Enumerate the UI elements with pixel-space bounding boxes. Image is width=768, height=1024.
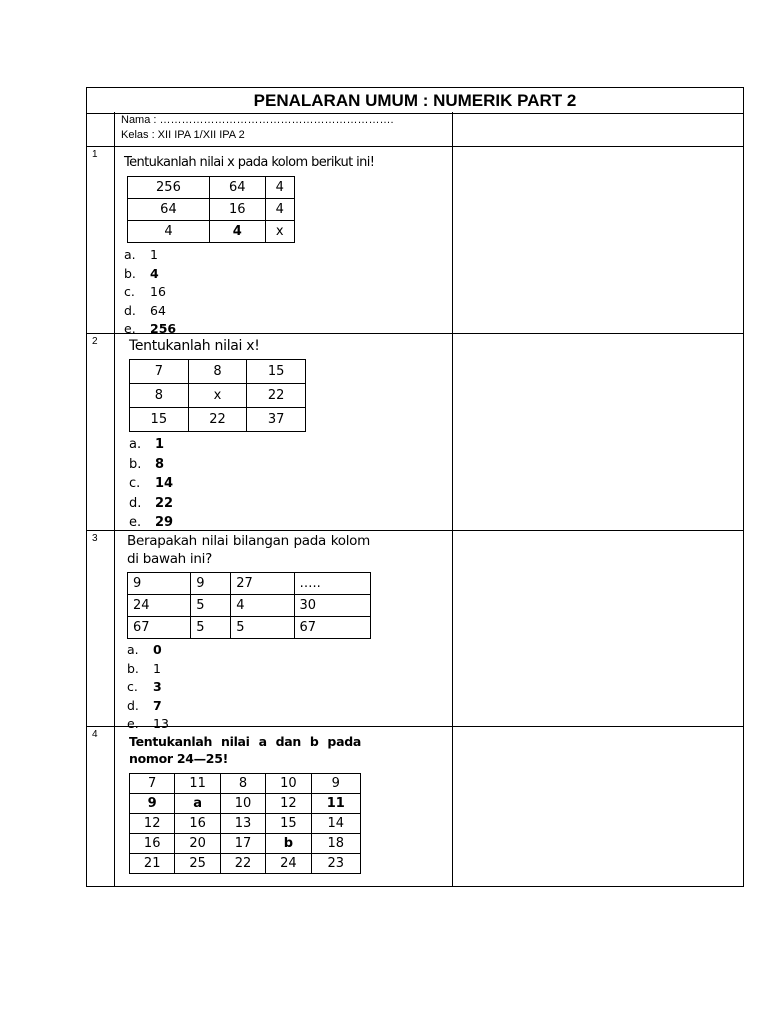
option-value: 3 <box>153 679 162 694</box>
question-2 <box>129 337 306 533</box>
table-cell: 5 <box>191 595 231 617</box>
option-value: 29 <box>155 515 174 530</box>
question-table <box>127 176 295 243</box>
question-prompt: Tentukanlah nilai x pada kolom berikut ini! <box>124 155 375 170</box>
table-cell: 11 <box>175 774 220 794</box>
table-cell: 30 <box>294 595 370 617</box>
table-cell: 24 <box>128 595 191 617</box>
option-label: a. <box>127 642 139 657</box>
option-value: 64 <box>150 302 166 318</box>
table-cell: 10 <box>220 794 265 814</box>
question-3 <box>127 532 371 734</box>
option-label: d. <box>124 302 136 318</box>
table-cell: x <box>188 384 247 408</box>
name-field[interactable]: Nama : ………………………………………………………. <box>121 114 394 126</box>
option-value: 14 <box>155 476 174 491</box>
option-label: e. <box>124 321 136 336</box>
table-border <box>86 112 87 887</box>
option-value: 22 <box>155 495 174 511</box>
table-cell: 5 <box>191 617 231 639</box>
table-cell: 10 <box>266 774 311 794</box>
option-b[interactable] <box>127 660 371 679</box>
table-cell: 8 <box>188 360 247 384</box>
table-cell: 7 <box>130 774 175 794</box>
table-cell: b <box>266 834 311 854</box>
table-cell: x <box>265 221 294 243</box>
table-cell: 15 <box>247 360 306 384</box>
table-cell: 24 <box>266 854 311 874</box>
answer-options <box>124 246 374 339</box>
option-value: 256 <box>150 321 177 336</box>
table-border <box>743 112 744 887</box>
question-prompt: Tentukanlah nilai x! <box>129 338 260 354</box>
option-value: 1 <box>155 437 165 452</box>
option-a[interactable] <box>124 246 374 265</box>
table-border <box>114 112 115 887</box>
table-cell: 5 <box>231 617 294 639</box>
option-d[interactable] <box>127 697 371 716</box>
table-border <box>86 146 744 147</box>
option-label: b. <box>127 660 139 676</box>
table-cell: 4 <box>231 595 294 617</box>
option-label: b. <box>124 265 136 281</box>
table-cell: 16 <box>130 834 175 854</box>
table-cell: 22 <box>188 408 247 432</box>
option-b[interactable] <box>124 265 374 284</box>
option-label: a. <box>124 247 136 262</box>
option-label: c. <box>129 476 141 491</box>
table-cell: 4 <box>128 221 210 243</box>
table-cell: 9 <box>128 573 191 595</box>
option-value: 13 <box>153 716 169 731</box>
table-cell: 21 <box>130 854 175 874</box>
option-label: d. <box>129 495 142 511</box>
option-value: 1 <box>150 247 158 262</box>
table-cell: 15 <box>266 814 311 834</box>
option-a[interactable] <box>129 435 306 455</box>
question-number: 2 <box>92 336 98 347</box>
question-table <box>127 572 371 639</box>
table-cell: 20 <box>175 834 220 854</box>
table-cell: 16 <box>175 814 220 834</box>
table-cell: 4 <box>265 199 294 221</box>
option-label: e. <box>127 716 139 731</box>
table-cell: 15 <box>130 408 189 432</box>
table-cell: 8 <box>130 384 189 408</box>
question-table <box>129 773 361 874</box>
table-cell: ….. <box>294 573 370 595</box>
option-label: c. <box>127 679 138 694</box>
table-cell: 64 <box>128 199 210 221</box>
table-cell: 9 <box>130 794 175 814</box>
option-b[interactable] <box>129 455 306 475</box>
option-e[interactable] <box>127 715 371 734</box>
question-4 <box>129 733 361 874</box>
question-number: 1 <box>92 149 98 160</box>
question-1 <box>124 154 374 339</box>
table-cell: 17 <box>220 834 265 854</box>
table-cell: 67 <box>128 617 191 639</box>
option-e[interactable] <box>129 513 306 533</box>
option-label: a. <box>129 437 142 452</box>
table-cell: 4 <box>209 221 265 243</box>
table-cell: 25 <box>175 854 220 874</box>
table-cell: 9 <box>191 573 231 595</box>
table-cell: 22 <box>247 384 306 408</box>
question-prompt: Tentukanlah nilai a dan b pada nomor 24—25! <box>129 734 361 766</box>
table-cell: 11 <box>311 794 360 814</box>
table-cell: 8 <box>220 774 265 794</box>
table-cell: 9 <box>311 774 360 794</box>
question-number: 3 <box>92 533 98 544</box>
worksheet <box>86 87 744 887</box>
table-cell: 256 <box>128 177 210 199</box>
option-value: 4 <box>150 265 159 281</box>
option-c[interactable] <box>127 678 371 697</box>
table-cell: 27 <box>231 573 294 595</box>
question-table <box>129 359 306 432</box>
question-prompt: Berapakah nilai bilangan pada kolom di bawah ini? <box>127 533 370 567</box>
table-cell: 37 <box>247 408 306 432</box>
answer-options <box>129 435 306 533</box>
option-value: 8 <box>155 456 165 472</box>
table-cell: 64 <box>209 177 265 199</box>
table-cell: 4 <box>265 177 294 199</box>
option-value: 0 <box>153 642 162 657</box>
question-number: 4 <box>92 729 98 740</box>
table-border <box>452 112 453 887</box>
table-cell: 16 <box>209 199 265 221</box>
table-cell: 23 <box>311 854 360 874</box>
page-title: PENALARAN UMUM : NUMERIK PART 2 <box>86 87 744 114</box>
option-value: 7 <box>153 697 162 713</box>
option-label: d. <box>127 697 139 713</box>
table-cell: 22 <box>220 854 265 874</box>
option-d[interactable] <box>129 494 306 514</box>
table-cell: 12 <box>130 814 175 834</box>
option-d[interactable] <box>124 302 374 321</box>
option-e[interactable] <box>124 320 374 339</box>
table-cell: 7 <box>130 360 189 384</box>
table-cell: 14 <box>311 814 360 834</box>
option-a[interactable] <box>127 641 371 660</box>
option-value: 16 <box>150 284 166 299</box>
option-value: 1 <box>153 660 161 676</box>
table-cell: 12 <box>266 794 311 814</box>
class-field: Kelas : XII IPA 1/XII IPA 2 <box>121 129 245 141</box>
table-cell: a <box>175 794 220 814</box>
option-label: b. <box>129 456 142 472</box>
option-label: e. <box>129 515 142 530</box>
option-c[interactable] <box>124 283 374 302</box>
student-info <box>121 113 394 143</box>
option-c[interactable] <box>129 474 306 494</box>
option-label: c. <box>124 284 135 299</box>
table-cell: 18 <box>311 834 360 854</box>
table-border <box>86 886 744 887</box>
table-cell: 67 <box>294 617 370 639</box>
answer-options <box>127 641 371 734</box>
table-cell: 13 <box>220 814 265 834</box>
